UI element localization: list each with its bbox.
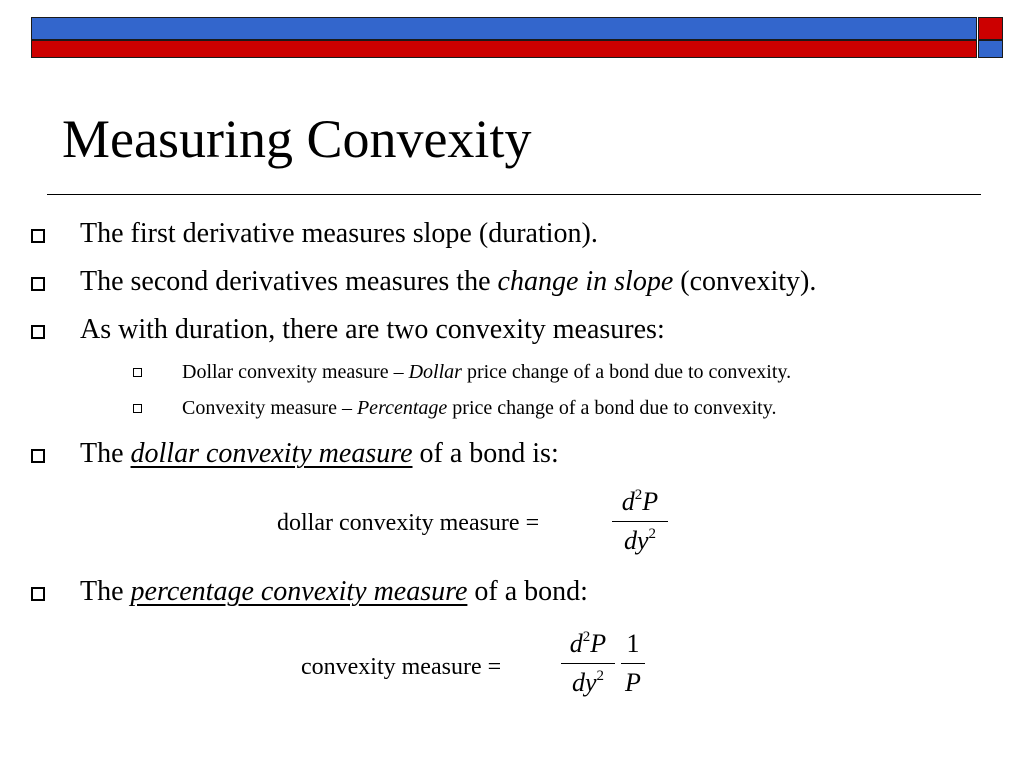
dollar-formula-denominator: $dy^2$	[623, 526, 657, 555]
header-bar-red	[31, 40, 977, 58]
bullet-4-emphasis: dollar convexity measure	[130, 438, 413, 469]
bullet-1	[80, 220, 598, 248]
dollar-formula-label: dollar convexity measure	[277, 510, 520, 536]
title-divider	[47, 194, 981, 195]
sub-bullet-2-pre: Convexity measure –	[182, 397, 357, 419]
bullet-square-icon	[31, 325, 45, 339]
bullet-square-icon	[31, 449, 45, 463]
bullet-square-icon	[31, 229, 45, 243]
percentage-formula-lhs	[301, 655, 501, 679]
bullet-4	[80, 440, 559, 468]
sub-bullet-2-post: price change of a bond due to convexity.	[447, 397, 777, 419]
percentage-formula-numerator: $d^2P$	[569, 629, 607, 658]
bullet-4-pre: The	[80, 438, 131, 469]
bullet-5-post: of a bond:	[467, 576, 588, 607]
header-square-blue	[978, 40, 1003, 58]
sub-bullet-2	[182, 398, 776, 418]
sub-bullet-1-emphasis: Dollar	[408, 361, 462, 383]
sub-bullet-1	[182, 362, 791, 382]
sub-bullet-square-icon	[133, 368, 142, 377]
bullet-2-pre: The second derivatives measures the	[80, 266, 498, 297]
bullet-3	[80, 316, 665, 344]
bullet-3-text: As with duration, there are two convexity measures:	[80, 314, 665, 345]
bullet-2	[80, 268, 816, 296]
percentage-formula-fraction	[561, 631, 615, 696]
bullet-5-pre: The	[80, 576, 131, 607]
percentage-formula-label: convexity measure	[301, 654, 482, 680]
bullet-2-emphasis: change in slope	[497, 266, 674, 297]
percentage-formula-price: P	[625, 668, 641, 697]
slide-title: Measuring Convexity	[62, 109, 532, 169]
dollar-formula-numerator: $d^2P$	[621, 487, 659, 516]
dollar-formula-fraction	[612, 489, 668, 554]
percentage-formula-inverse-price	[621, 631, 645, 696]
bullet-5-emphasis: percentage convexity measure	[130, 576, 468, 607]
bullet-2-post: (convexity).	[673, 266, 817, 297]
bullet-5	[80, 578, 588, 606]
header-bar-blue	[31, 17, 977, 40]
percentage-formula-equals: =	[487, 654, 502, 680]
sub-bullet-square-icon	[133, 404, 142, 413]
header-square-red	[978, 17, 1003, 40]
percentage-formula-denominator: $dy^2$	[571, 668, 605, 697]
sub-bullet-1-post: price change of a bond due to convexity.	[461, 361, 792, 383]
bullet-square-icon	[31, 277, 45, 291]
bullet-square-icon	[31, 587, 45, 601]
percentage-formula-one: 1	[626, 629, 640, 658]
bullet-1-text: The first derivative measures slope (duration).	[80, 218, 598, 249]
dollar-formula-equals: =	[525, 510, 540, 536]
sub-bullet-1-pre: Dollar convexity measure –	[182, 361, 409, 383]
bullet-4-post: of a bond is:	[412, 438, 559, 469]
dollar-formula-lhs	[277, 511, 539, 535]
sub-bullet-2-emphasis: Percentage	[356, 397, 448, 419]
